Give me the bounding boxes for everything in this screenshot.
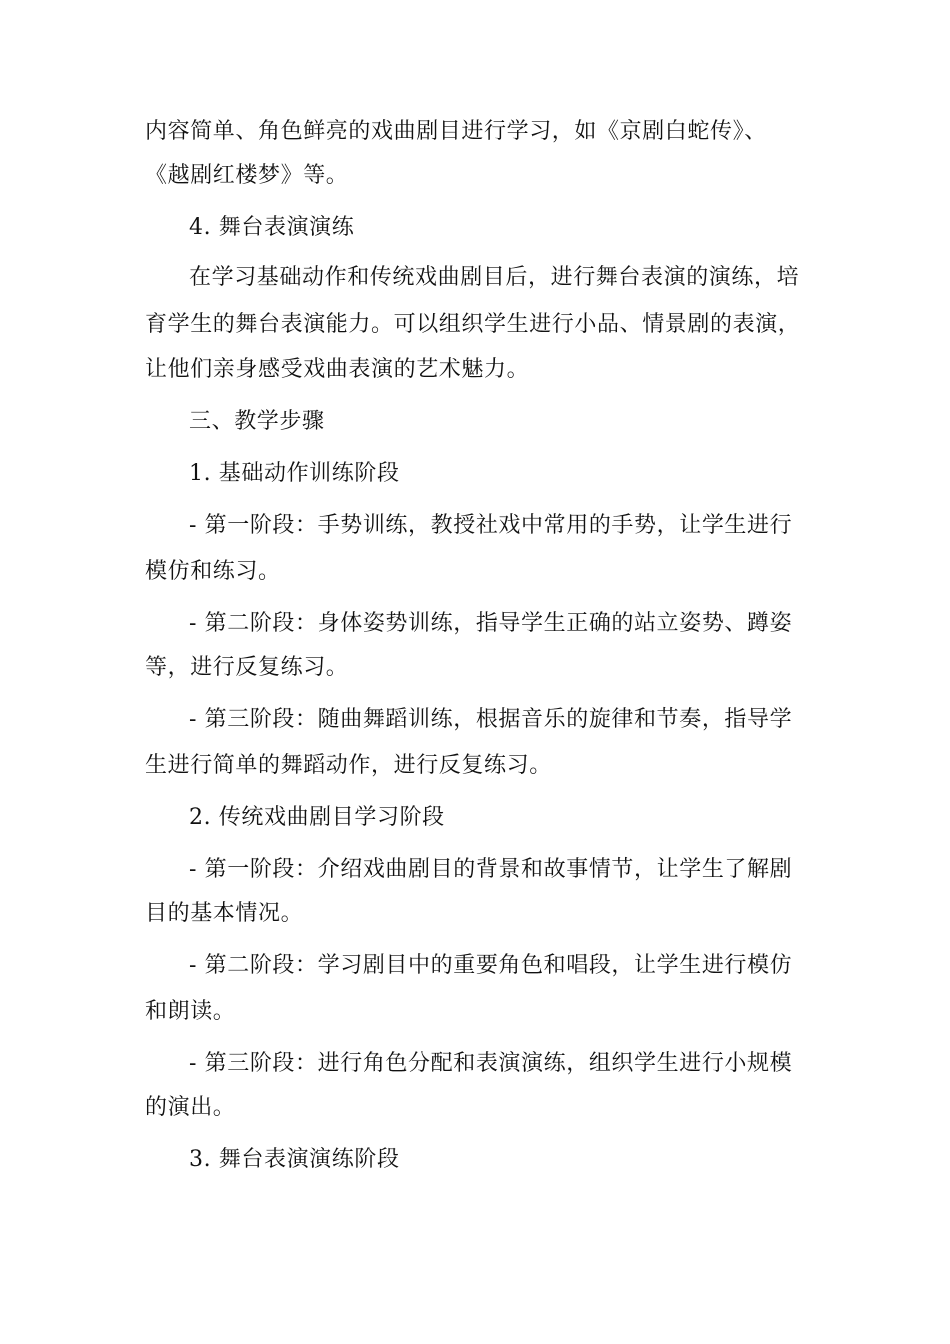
section-heading: 3. 舞台表演演练阶段 bbox=[189, 1147, 400, 1172]
list-item-line: 模仿和练习。 bbox=[145, 559, 281, 584]
list-item-line: 等，进行反复练习。 bbox=[145, 655, 349, 680]
paragraph-line: 内容简单、角色鲜亮的戏曲剧目进行学习，如《京剧白蛇传》、 bbox=[145, 119, 767, 144]
section-heading: 4. 舞台表演演练 bbox=[189, 215, 355, 240]
list-item-line: - 第一阶段：手势训练，教授社戏中常用的手势，让学生进行 bbox=[189, 513, 793, 538]
list-item-line: 的演出。 bbox=[145, 1095, 236, 1120]
section-heading: 1. 基础动作训练阶段 bbox=[189, 461, 400, 486]
list-item-line: - 第二阶段：学习剧目中的重要角色和唱段，让学生进行模仿 bbox=[189, 953, 793, 978]
paragraph-line: 育学生的舞台表演能力。可以组织学生进行小品、情景剧的表演， bbox=[145, 312, 801, 337]
list-item-line: 目的基本情况。 bbox=[145, 901, 304, 926]
list-item-line: - 第三阶段：进行角色分配和表演演练，组织学生进行小规模 bbox=[189, 1051, 793, 1076]
section-heading: 三、教学步骤 bbox=[189, 409, 325, 434]
list-item-line: - 第三阶段：随曲舞蹈训练，根据音乐的旋律和节奏，指导学 bbox=[189, 707, 793, 732]
list-item-line: 和朗读。 bbox=[145, 999, 236, 1024]
list-item-line: 生进行简单的舞蹈动作，进行反复练习。 bbox=[145, 753, 552, 778]
paragraph-line: 《越剧红楼梦》等。 bbox=[145, 163, 349, 188]
list-item-line: - 第一阶段：介绍戏曲剧目的背景和故事情节，让学生了解剧 bbox=[189, 857, 793, 882]
paragraph-line: 在学习基础动作和传统戏曲剧目后，进行舞台表演的演练，培 bbox=[189, 265, 800, 290]
paragraph-line: 让他们亲身感受戏曲表演的艺术魅力。 bbox=[145, 357, 530, 382]
section-heading: 2. 传统戏曲剧目学习阶段 bbox=[189, 805, 445, 830]
list-item-line: - 第二阶段：身体姿势训练，指导学生正确的站立姿势、蹲姿 bbox=[189, 611, 793, 636]
